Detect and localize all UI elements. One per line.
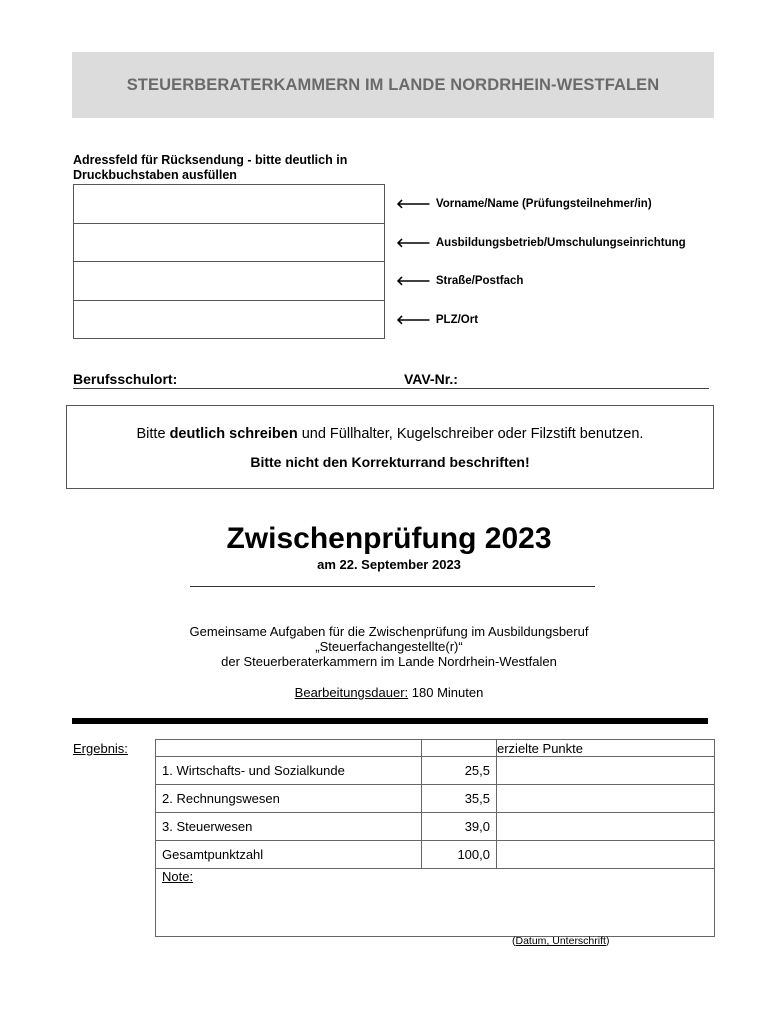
signature-text: Datum, Unterschrift	[515, 935, 606, 947]
subject-cell: 2. Rechnungswesen	[156, 785, 422, 813]
instructions-box	[66, 405, 714, 489]
max-points-cell: 39,0	[422, 813, 497, 841]
achieved-points-cell[interactable]	[497, 785, 715, 813]
exam-description-line: der Steuerberaterkammern im Lande Nordrhein-Westfalen	[221, 654, 557, 669]
section-divider	[72, 718, 708, 724]
signature-paren: (	[512, 935, 516, 947]
subject-cell: 3. Steuerwesen	[156, 813, 422, 841]
achieved-points-cell[interactable]	[497, 841, 715, 869]
signature-caption	[512, 935, 609, 947]
table-row	[156, 841, 715, 869]
address-field-name[interactable]	[74, 185, 384, 224]
exam-duration	[0, 685, 770, 700]
address-label-street	[396, 273, 523, 289]
achieved-points-cell[interactable]	[497, 757, 715, 785]
exam-description-line: „Steuerfachangestellte(r)“	[315, 639, 463, 654]
instructions-text: und Füllhalter, Kugelschreiber oder Filzstift benutzen.	[297, 426, 644, 442]
header-banner	[72, 52, 714, 118]
address-caption: Adressfeld für Rücksendung - bitte deutlich in Druckbuchstaben ausfüllen	[73, 153, 348, 182]
exam-description-line: Gemeinsame Aufgaben für die Zwischenprüfung im Ausbildungsberuf	[189, 624, 589, 639]
max-points-cell: 25,5	[422, 757, 497, 785]
duration-label: Bearbeitungsdauer:	[294, 685, 409, 700]
vav-label: VAV-Nr.:	[404, 371, 458, 387]
address-box	[73, 184, 385, 339]
duration-value: 180 Minuten	[408, 685, 484, 700]
results-table	[155, 739, 715, 937]
note-row	[156, 869, 715, 937]
exam-date: am 22. September 2023	[317, 557, 461, 572]
table-cell	[422, 740, 497, 757]
address-label-city	[396, 312, 478, 328]
table-row	[156, 785, 715, 813]
exam-title: Zwischenprüfung 2023	[226, 522, 552, 555]
table-row	[156, 757, 715, 785]
max-points-cell: 100,0	[422, 841, 497, 869]
address-field-street[interactable]	[74, 262, 384, 301]
left-arrow-icon: 🡐	[396, 312, 431, 327]
instructions-emphasis: deutlich schreiben	[169, 426, 298, 442]
left-arrow-icon: 🡐	[396, 196, 431, 211]
chamber-title: STEUERBERATERKAMMERN IM LANDE NORDRHEIN-WESTFALEN	[126, 75, 660, 94]
title-divider	[190, 586, 595, 587]
table-cell	[156, 740, 422, 757]
signature-paren: )	[605, 935, 610, 947]
table-header-row	[156, 740, 715, 757]
note-label: Note:	[162, 869, 194, 884]
points-header: erzielte Punkte	[497, 740, 715, 757]
instructions-text: Bitte	[136, 426, 170, 442]
correction-margin-warning: Bitte nicht den Korrekturrand beschriften!	[250, 454, 530, 470]
subject-cell: 1. Wirtschafts- und Sozialkunde	[156, 757, 422, 785]
address-label-text: PLZ/Ort	[435, 314, 479, 326]
result-label: Ergebnis:	[73, 741, 128, 756]
address-field-city[interactable]	[74, 301, 384, 340]
address-label-name	[396, 196, 652, 212]
left-arrow-icon: 🡐	[396, 235, 431, 250]
achieved-points-cell[interactable]	[497, 813, 715, 841]
subject-cell: Gesamtpunktzahl	[156, 841, 422, 869]
address-label-text: Ausbildungsbetrieb/Umschulungseinrichtung	[435, 237, 686, 249]
address-label-company	[396, 235, 686, 251]
instructions-line	[67, 426, 713, 442]
school-label: Berufsschulort:	[73, 371, 178, 387]
address-label-text: Straße/Postfach	[435, 275, 524, 287]
table-row	[156, 813, 715, 841]
address-label-text: Vorname/Name (Prüfungsteilnehmer/in)	[435, 198, 652, 210]
max-points-cell: 35,5	[422, 785, 497, 813]
address-field-company[interactable]	[74, 224, 384, 263]
left-arrow-icon: 🡐	[396, 273, 431, 288]
grade-note-field[interactable]	[156, 869, 715, 937]
